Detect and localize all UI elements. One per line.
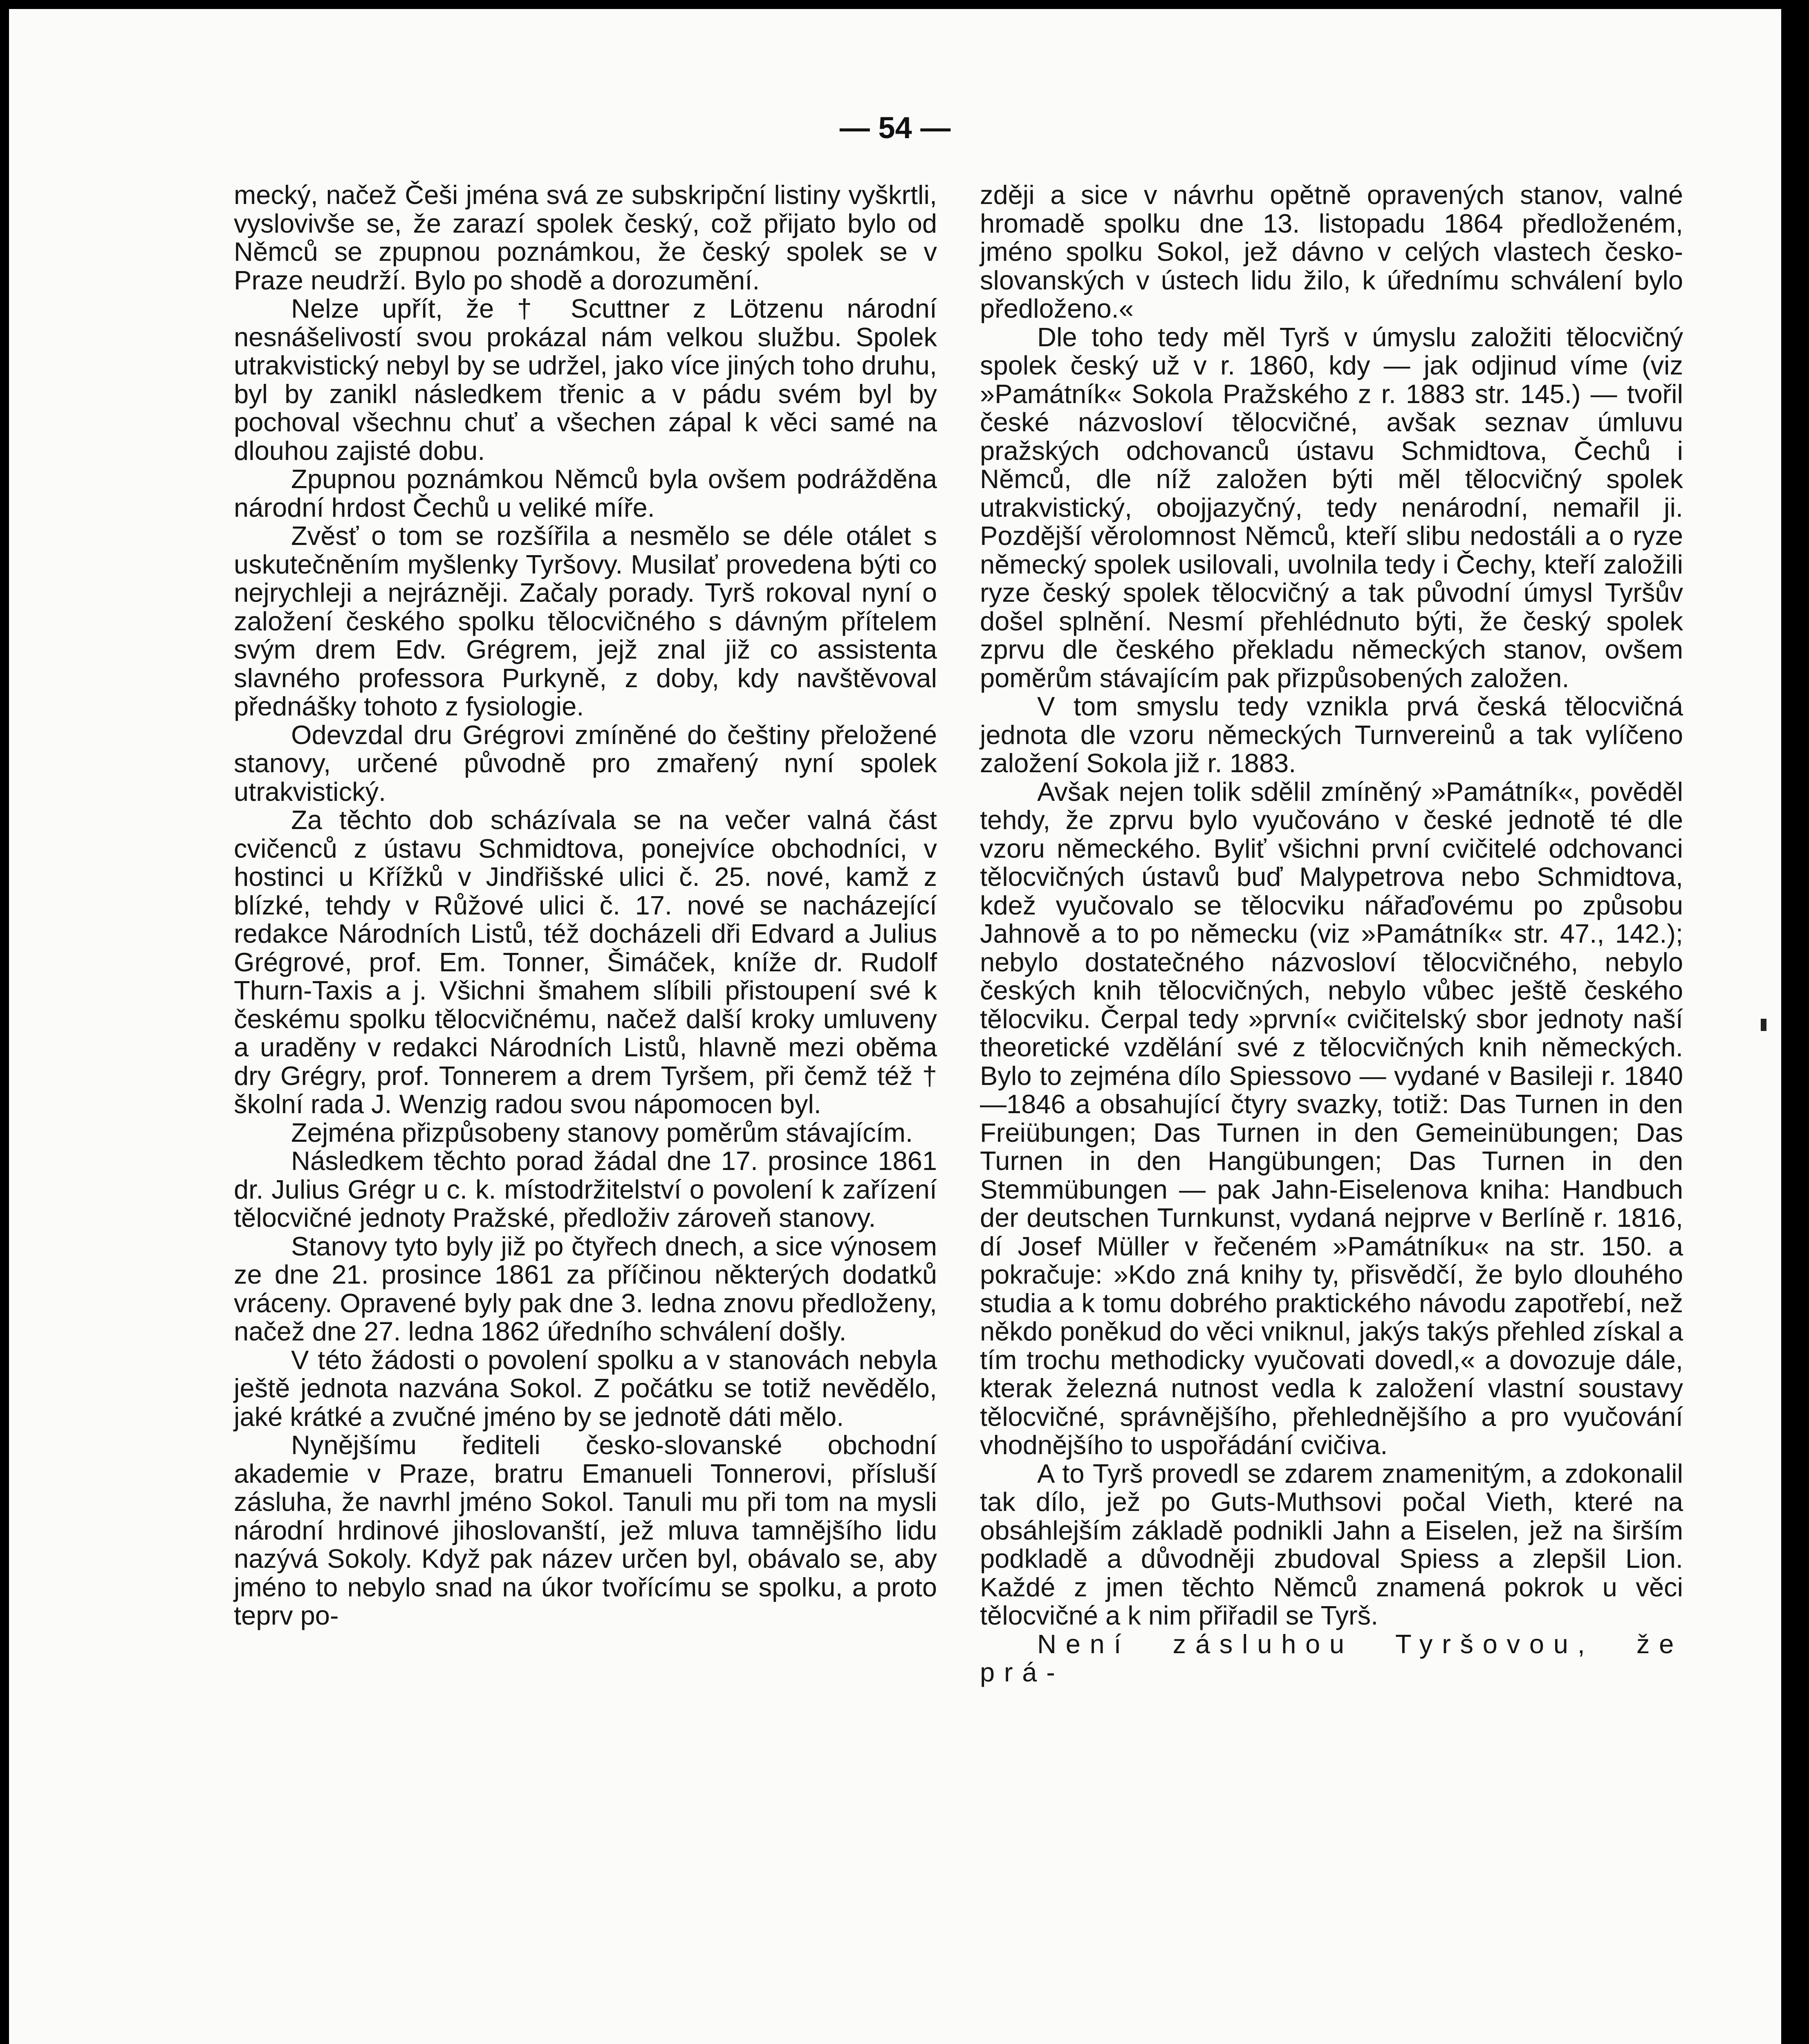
scan-border (1781, 0, 1809, 2044)
book-page (9, 9, 1781, 2044)
paragraph: Odevzdal dru Grégrovi zmíněné do češtiny přeložené stanovy, určené původně pro zmařený nyní spolek utrakvistický. (234, 719, 937, 807)
paragraph: Za těchto dob scházívala se na večer valná část cvičenců z ústavu Schmidtova, ponejvíce obchodníci, v hostinci u Křížků v Jindřišské ulici č. 25. nové, kamž z blízké, tehdy v Růžové ulici č. 17. nové se nacházející redakce Národních Listů, též docházeli dři Edvard a Julius Grégrové, prof. Em. Tonner, Šimáček, kníže dr. Rudolf Thurn-Taxis a j. Všichni šmahem slíbili přistoupení své k českému spolku tělocvičnému, načež další kroky umluveny a uraděny v redakci Národních Listů, hlavně mezi oběma dry Grégry, prof. Tonnerem a drem Tyršem, při čemž též † školní rada J. Wenzig radou svou nápomocen byl. (234, 805, 937, 1119)
paragraph: V této žádosti o povolení spolku a v stanovách nebyla ještě jednota nazvána Sokol. Z počátku se totiž nevědělo, jaké krátké a zvučné jméno by se jednotě dáti mělo. (234, 1345, 937, 1432)
page-number: — 54 — (839, 111, 951, 145)
paragraph: Stanovy tyto byly již po čtyřech dnech, a sice výnosem ze dne 21. prosince 1861 za příčinou některých dodatků vráceny. Opravené byly pak dne 3. ledna znovu předloženy, načež dne 27. ledna 1862 úředního schválení došly. (234, 1231, 937, 1346)
paragraph: A to Tyrš provedl se zdarem znamenitým, a zdokonalil tak dílo, jež po Guts-Muthsovi počal Vieth, které na obsáhlejším základě podnikli Jahn a Eiselen, jež na širším podkladě a důvodněji zbudoval Spiess a zlepšil Lion. Každé z jmen těchto Němců znamená pokrok u věci tělocvičné a k nim přiřadil se Tyrš. (980, 1458, 1683, 1630)
margin-mark (1761, 1019, 1766, 1031)
paragraph: zději a sice v návrhu opětně opravených stanov, valné hromadě spolku dne 13. listopadu 1864 předloženém, jméno spolku Sokol, jež dávno v celých vlastech česko-slovanských v ústech lidu žilo, k úřednímu schválení bylo předloženo.« (980, 180, 1683, 323)
left-column (234, 181, 937, 1630)
paragraph: Není zásluhou Tyršovou, že prá- (980, 1629, 1683, 1687)
paragraph: Nelze upřít, že † Scuttner z Lötzenu národní nesnášelivostí svou prokázal nám velkou službu. Spolek utrakvistický nebyl by se udržel, jako více jiných toho druhu, byl by zanikl následkem třenic a v pádu svém byl by pochoval všechnu chuť a všechen zápal k věci samé na dlouhou zajisté dobu. (234, 294, 937, 466)
paragraph: Nynějšímu řediteli česko-slovanské obchodní akademie v Praze, bratru Emanueli Tonnerovi, přísluší zásluha, že navrhl jméno Sokol. Tanuli mu při tom na mysli národní hrdinové jihoslovanští, jež mluva tamnějšího lidu nazývá Sokoly. Když pak název určen byl, obávalo se, aby jméno to nebylo snad na úkor tvořícímu se spolku, a proto teprv po- (234, 1430, 937, 1630)
paragraph: mecký, načež Češi jména svá ze subskripční listiny vyškrtli, vyslovivše se, že zarazí spolek český, což přijato bylo od Němců se zpupnou poznámkou, že český spolek se v Praze neudrží. Bylo po shodě a dorozumění. (234, 180, 937, 295)
paragraph: Zejména přizpůsobeny stanovy poměrům stávajícím. (291, 1117, 913, 1148)
right-column (980, 181, 1683, 1687)
paragraph: V tom smyslu tedy vznikla prvá česká tělocvičná jednota dle vzoru německých Turnvereinů a tak vylíčeno založení Sokola již r. 1883. (980, 691, 1683, 778)
paragraph: Zvěsť o tom se rozšířila a nesmělo se déle otálet s uskutečněním myšlenky Tyršovy. Musilať provedena býti co nejrychleji a nejrázněji. Začaly porady. Tyrš rokoval nyní o založení českého spolku tělocvičného s dávným přítelem svým drem Edv. Grégrem, jejž znal již co assistenta slavného professora Purkyně, z doby, kdy navštěvoval přednášky tohoto z fysiologie. (234, 521, 937, 721)
paragraph: Dle toho tedy měl Tyrš v úmyslu založiti tělocvičný spolek český už v r. 1860, kdy — jak odjinud víme (viz »Památník« Sokola Pražského z r. 1883 str. 145.) — tvořil české názvosloví tělocvičné, avšak seznav úmluvu pražských odchovanců ústavu Schmidtova, Čechů i Němců, dle níž založen býti měl tělocvičný spolek utrakvistický, obojjazyčný, tedy nenárodní, nemařil ji. Pozdější věrolomnost Němců, kteří slibu nedostáli a o ryze německý spolek usilovali, uvolnila tedy i Čechy, kteří založili ryze český spolek tělocvičný a tak původní úmysl Tyršův došel splnění. Nesmí přehlédnuto býti, že český spolek zprvu dle českého překladu německých stanov, ovšem poměrům stávajícím pak přizpůsobených založen. (980, 322, 1683, 693)
paragraph: Zpupnou poznámkou Němců byla ovšem podrážděna národní hrdost Čechů u veliké míře. (234, 464, 937, 522)
paragraph: Avšak nejen tolik sdělil zmíněný »Památník«, pověděl tehdy, že zprvu bylo vyučováno v české jednotě té dle vzoru německého. Byliť všichni první cvičitelé odchovanci tělocvičných ústavů buď Malypetrova nebo Schmidtova, kdež vyučovalo se tělocviku nářaďovému po způsobu Jahnově a to po německu (viz »Památník« str. 47., 142.); nebylo dostatečného názvosloví tělocvičného, nebylo českých knih tělocvičných, nebylo vůbec ještě českého tělocviku. Čerpal tedy »první« cvičitelský sbor jednoty naší theoretické vzdělání své z tělocvičných knih německých. Bylo to zejména dílo Spiessovo — vydané v Basileji r. 1840—1846 a obsahující čtyry svazky, totiž: Das Turnen in den Freiübungen; Das Turnen in den Gemeinübungen; Das Turnen in den Hangübungen; Das Turnen in den Stemmübungen — pak Jahn-Eiselenova kniha: Handbuch der deutschen Turnkunst, vydaná nejprve v Berlíně r. 1816, dí Josef Müller v řečeném »Památníku« na str. 150. a pokračuje: »Kdo zná knihy ty, přisvědčí, že bylo dlouhého studia a k tomu dobrého praktického návodu zapotřebí, než někdo poněkud do věci vniknul, jakýs takýs přehled získal a tím trochu methodicky vyučovati dovedl,« a dovozuje dále, kterak železná nutnost vedla k založení vlastní soustavy tělocvičné, správnějšího, přehlednějšího a pro vyučování vhodnějšího to uspořádání cvičiva. (980, 776, 1683, 1460)
paragraph: Následkem těchto porad žádal dne 17. prosince 1861 dr. Julius Grégr u c. k. místodržitelství o povolení k zařízení tělocvičné jednoty Pražské, předloživ zároveň stanovy. (234, 1146, 937, 1233)
